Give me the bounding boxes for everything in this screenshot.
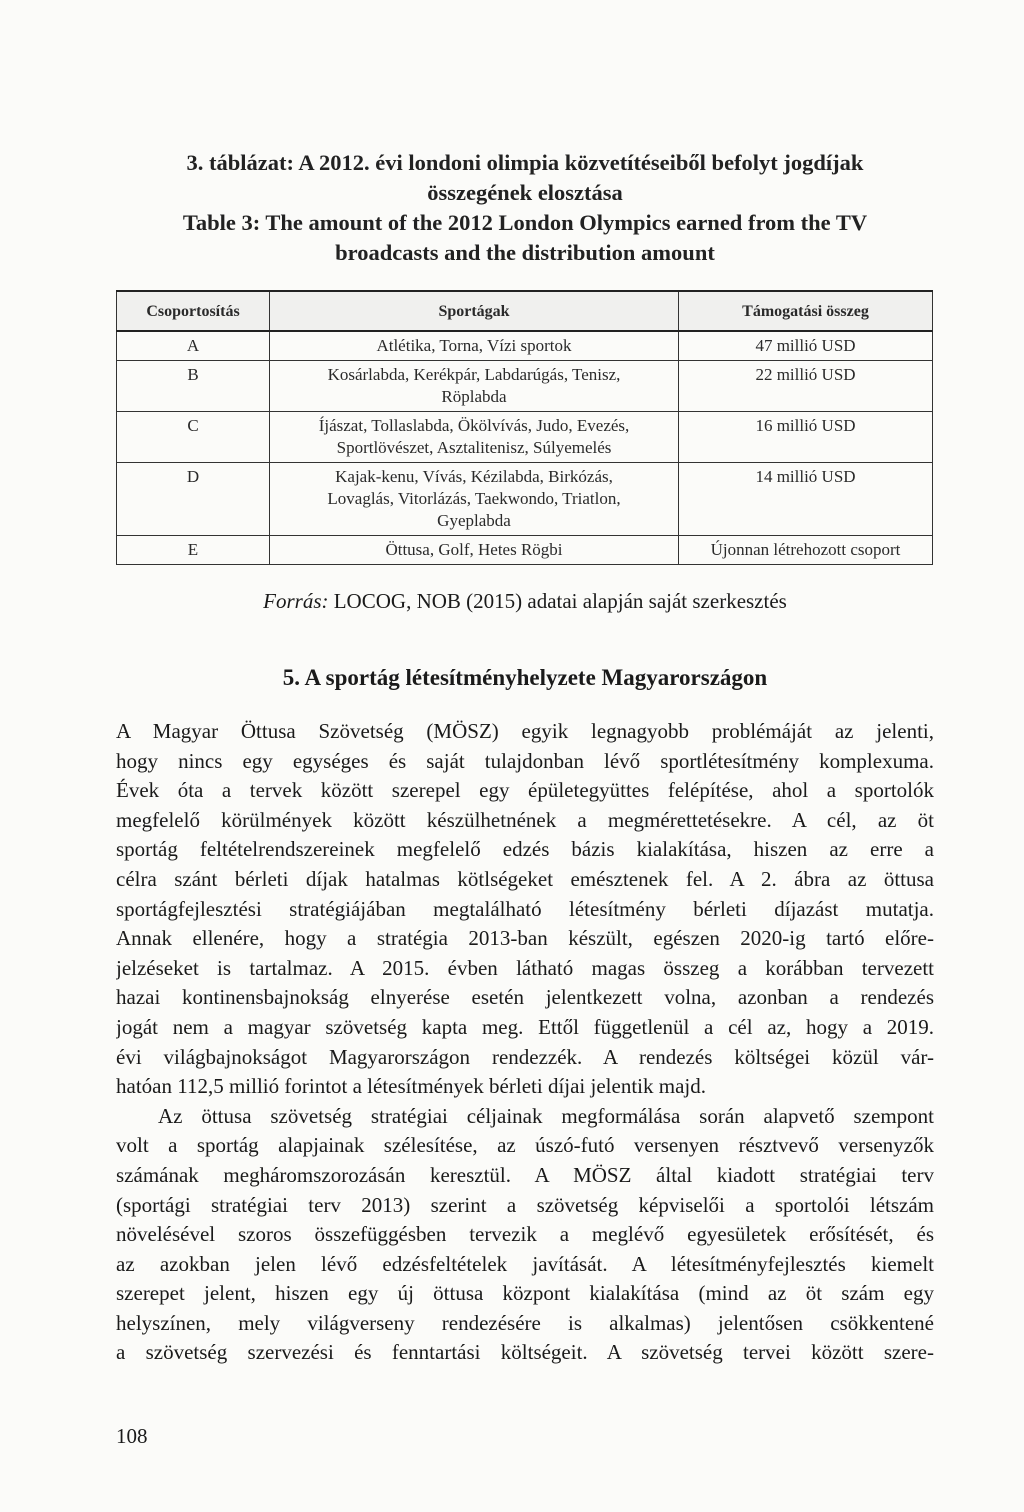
cell-sports [270, 536, 679, 565]
text-line: jelzéseket is tartalmaz. A 2015. évben látható magas összeg a korábban tervezett [116, 955, 934, 980]
cell-sports [270, 331, 679, 361]
source-label: Forrás: [263, 589, 329, 613]
text-line: volt a sportág alapjainak szélesítése, az úszó-futó versenyen résztvevő versenyzők [116, 1133, 934, 1158]
sports-line: Gyeplabda [437, 511, 511, 530]
cell-sports [270, 463, 679, 536]
cell-amount: 14 millió USD [679, 463, 933, 536]
header-sports: Sportágak [270, 291, 679, 331]
text-line: megfelelő körülmények között készülhetnének a megmérettetésekre. A cél, az öt [116, 807, 934, 832]
header-amount: Támogatási összeg [679, 291, 933, 331]
text-line: sportág feltételrendszereinek megfelelő edzés bázis kialakítása, hiszen az erre a [116, 837, 934, 862]
text-line: helyszínen, mely világverseny rendezésére is alkalmas) jelentősen csökkentené [116, 1310, 934, 1335]
table-row [117, 361, 933, 412]
caption-hu-line-2: összegének elosztása [427, 180, 623, 205]
paragraph-1 [116, 717, 934, 1102]
page-content [116, 148, 934, 1368]
text-line: Annak ellenére, hogy a stratégia 2013-ban készült, egészen 2020-ig tartó előre- [116, 926, 934, 951]
text-line: a szövetség szervezési és fenntartási költségeit. A szövetség tervei között szere- [116, 1340, 934, 1365]
cell-group: D [117, 463, 270, 536]
cell-amount: 22 millió USD [679, 361, 933, 412]
section-title: 5. A sportág létesítményhelyzete Magyarországon [282, 665, 768, 690]
sports-line: Sportlövészet, Asztalitenisz, Súlyemelés [336, 438, 612, 457]
cell-amount: 16 millió USD [679, 412, 933, 463]
table-row [117, 536, 933, 565]
text-line: Évek óta a tervek között szerepel egy épületegyüttes felépítése, ahol a sportolók [116, 778, 934, 803]
body-text [116, 717, 934, 1368]
cell-sports [270, 361, 679, 412]
cell-group: C [117, 412, 270, 463]
text-line: A Magyar Öttusa Szövetség (MÖSZ) egyik legnagyobb problémáját az jelenti, [116, 719, 934, 743]
cell-group: B [117, 361, 270, 412]
cell-amount: Újonnan létrehozott csoport [679, 536, 933, 565]
text-line: (sportági stratégiai terv 2013) szerint a szövetség képviselői a sportolói létszám [116, 1192, 934, 1217]
cell-group: A [117, 331, 270, 361]
table-caption [116, 148, 934, 268]
table-body [117, 331, 933, 565]
table-row [117, 412, 933, 463]
text-line: sportágfejlesztési stratégiájában megtalálható létesítmény bérleti díjazást mutatja. [116, 896, 934, 921]
sports-line: Röplabda [441, 387, 507, 406]
text-line: hatóan 112,5 millió forintot a létesítmények bérleti díjai jelentik majd. [116, 1074, 706, 1099]
caption-en-line-2: broadcasts and the distribution amount [335, 240, 715, 265]
paragraph-2 [116, 1102, 934, 1368]
text-line: az azokban jelen lévő edzésfeltételek javítását. A létesítményfejlesztés kiemelt [116, 1251, 934, 1276]
table-row [117, 463, 933, 536]
cell-group: E [117, 536, 270, 565]
cell-sports [270, 412, 679, 463]
sports-line: Atlétika, Torna, Vízi sportok [376, 336, 572, 355]
text-line: jogát nem a magyar szövetség kapta meg. Ettől függetlenül a cél az, hogy a 2019. [116, 1014, 934, 1039]
caption-en-line-1: Table 3: The amount of the 2012 London Olympics earned from the TV [182, 210, 868, 235]
sports-line: Lovaglás, Vitorlázás, Taekwondo, Triatlon, [327, 489, 621, 508]
table-header-row [117, 291, 933, 331]
text-line: hazai kontinensbajnokság elnyerése esetén jelentkezett volna, azonban a rendezés [116, 985, 934, 1010]
sports-line: Kajak-kenu, Vívás, Kézilabda, Birkózás, [335, 467, 613, 486]
rights-distribution-table [116, 290, 933, 565]
sports-line: Íjászat, Tollaslabda, Ökölvívás, Judo, Evezés, [318, 416, 630, 435]
page-number: 108 [116, 1424, 148, 1448]
caption-hu-line-1: 3. táblázat: A 2012. évi londoni olimpia közvetítéseiből befolyt jogdíjak [186, 150, 864, 175]
table-source [116, 587, 934, 615]
text-line: Az öttusa szövetség stratégiai céljainak megformálása során alapvető szempont [158, 1103, 934, 1128]
text-line: évi világbajnokságot Magyarországon rendezzék. A rendezés költségei közül vár- [116, 1044, 934, 1069]
table-row [117, 331, 933, 361]
text-line: célra szánt bérleti díjak hatalmas kötlségeket emésztenek fel. A 2. ábra az öttusa [116, 866, 934, 891]
sports-line: Öttusa, Golf, Hetes Rögbi [385, 540, 563, 559]
text-line: szerepet jelent, hiszen egy új öttusa központ kialakítása (mind az öt szám egy [116, 1281, 934, 1306]
source-text: LOCOG, NOB (2015) adatai alapján saját szerkesztés [328, 589, 787, 613]
text-line: számának megháromszorozásán keresztül. A MÖSZ által kiadott stratégiai terv [116, 1162, 934, 1187]
cell-amount: 47 millió USD [679, 331, 933, 361]
text-line: növelésével szoros összefüggésben tervezik a meglévő egyesületek erősítését, és [116, 1222, 934, 1247]
sports-line: Kosárlabda, Kerékpár, Labdarúgás, Tenisz, [327, 365, 621, 384]
header-grouping: Csoportosítás [117, 291, 270, 331]
text-line: hogy nincs egy egységes és saját tulajdonban lévő sportlétesítmény komplexuma. [116, 748, 934, 773]
